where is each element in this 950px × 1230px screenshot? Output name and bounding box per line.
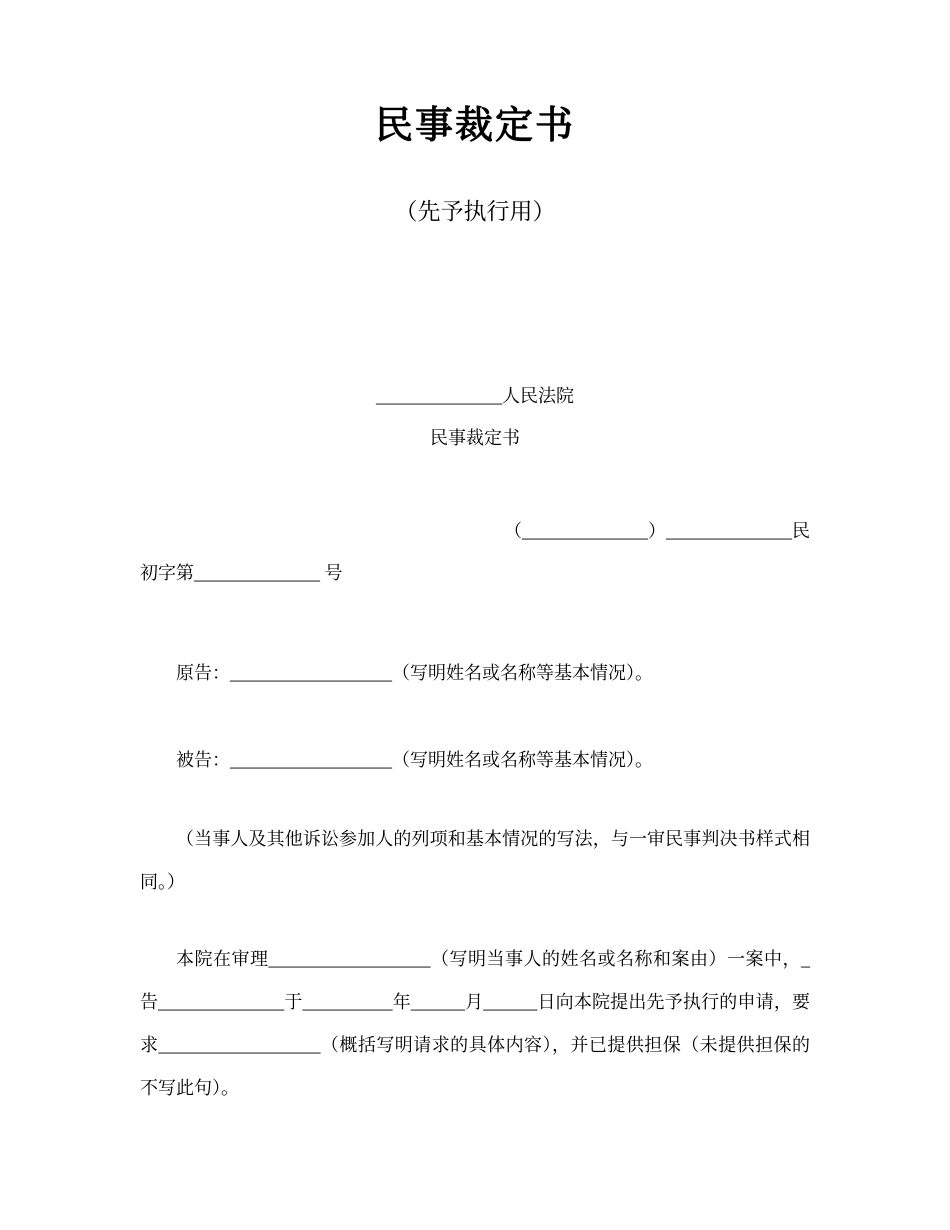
document-title: 民事裁定书 bbox=[374, 105, 575, 147]
defendant-line: 被告：__________________（写明姓名或名称等基本情况）。 bbox=[176, 749, 653, 770]
court-name-line: ______________人民法院 bbox=[376, 385, 574, 406]
document-subtitle: （先予执行用） bbox=[394, 198, 556, 224]
case-number-right-part: （______________）______________民 bbox=[504, 520, 810, 541]
body-paragraph: 本院在审理__________________（写明当事人的姓名或名称和案由）一案中，_告______________于__________年______月______日向本院提出先予执行的申请，要求__________________（概括写明请求的具体内容），并已提供担保（未提供担保的不写此句）。 bbox=[140, 948, 810, 1098]
case-number-left-part: 初字第______________ 号 bbox=[140, 562, 343, 583]
document-heading: 民事裁定书 bbox=[430, 427, 520, 448]
plaintiff-line: 原告：__________________（写明姓名或名称等基本情况）。 bbox=[176, 662, 653, 683]
note-paragraph: （当事人及其他诉讼参加人的列项和基本情况的写法，与一审民事判决书样式相同。） bbox=[140, 828, 810, 892]
